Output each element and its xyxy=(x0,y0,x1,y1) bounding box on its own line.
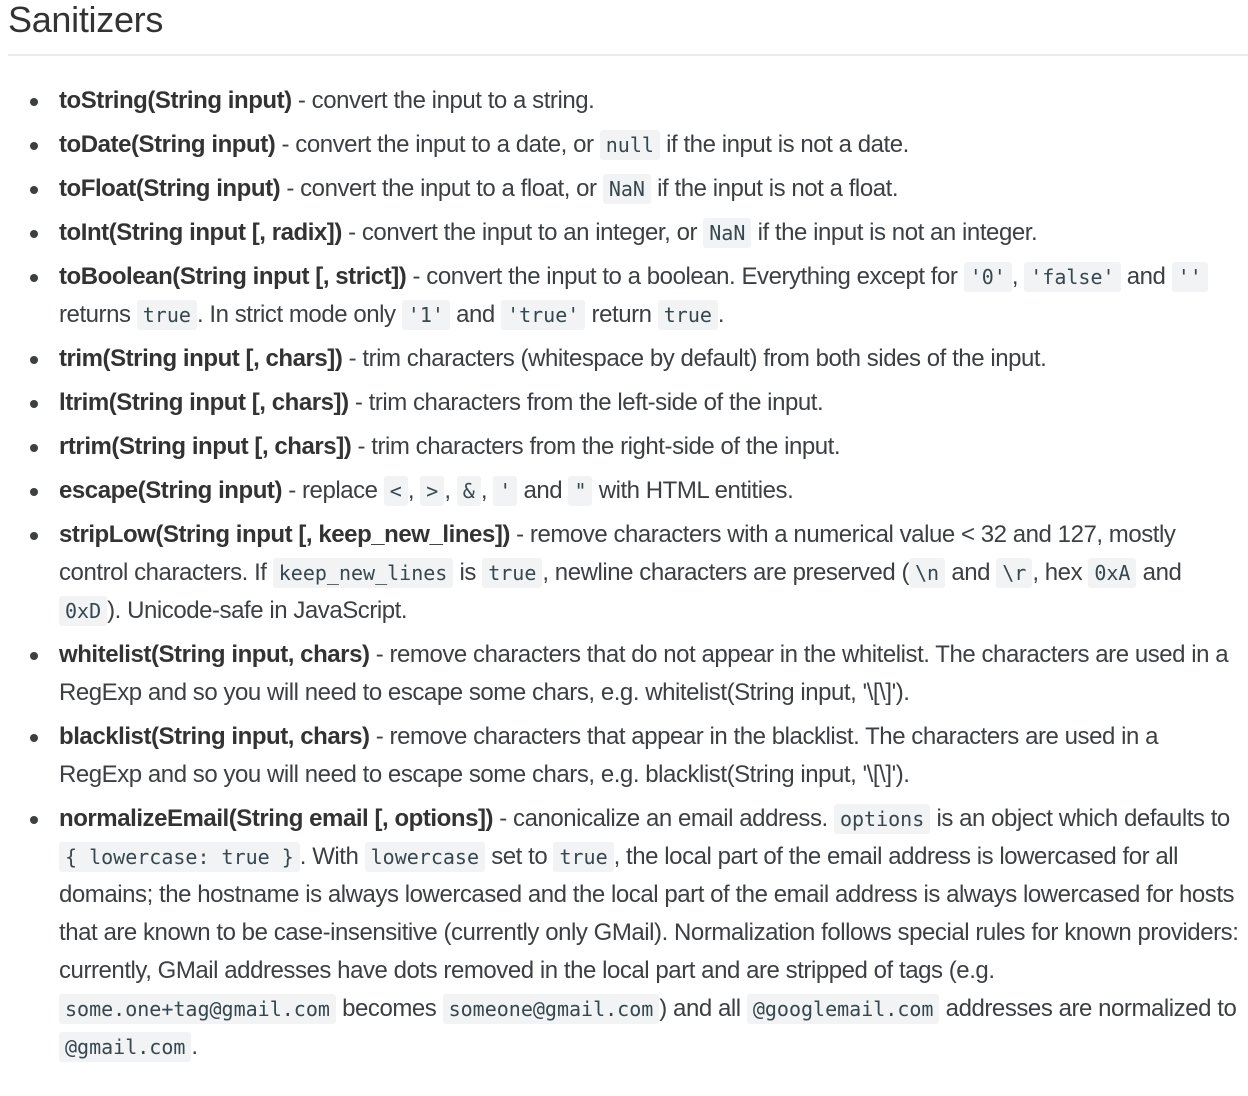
description-text: , xyxy=(407,477,421,504)
inline-code: keep_new_lines xyxy=(273,558,454,588)
description-text: return xyxy=(585,301,658,328)
description-text: - convert the input to a date, or xyxy=(275,131,600,158)
inline-code: @gmail.com xyxy=(59,1032,191,1062)
list-item xyxy=(59,214,1239,252)
inline-code: NaN xyxy=(603,174,651,204)
list-item xyxy=(59,340,1239,378)
description-text: , the local part of the email address is lowercased for all domains; the hostname is always lowercased and the local part of the email address is always lowercased for hosts that are known to be case-insensitive (currently only GMail). Normalization follows special rules for known providers: currently, GMail addresses have dots removed in the local part and are stripped of tags (e.g. xyxy=(59,843,1239,984)
inline-code: ' xyxy=(493,476,517,506)
function-signature: blacklist(String input, chars) xyxy=(59,723,370,750)
description-text: , xyxy=(480,477,494,504)
description-text: - replace xyxy=(282,477,384,504)
description-text: - trim characters (whitespace by default) from both sides of the input. xyxy=(342,345,1047,372)
description-text: - remove characters that do not appear in the whitelist. The characters are used in a RegExp and so you will need to escape some chars, e.g. whitelist(String input, '\[\]'). xyxy=(59,641,1229,706)
function-signature: ltrim(String input [, chars]) xyxy=(59,389,349,416)
description-text: returns xyxy=(59,301,137,328)
description-text: , xyxy=(444,477,457,504)
inline-code: '0' xyxy=(964,262,1012,292)
inline-code: & xyxy=(457,476,481,506)
inline-code: null xyxy=(600,130,660,160)
inline-code: 0xA xyxy=(1088,558,1136,588)
inline-code: @googlemail.com xyxy=(747,994,940,1024)
page-title: Sanitizers xyxy=(8,0,164,40)
inline-code: some.one+tag@gmail.com xyxy=(59,994,336,1024)
list-item xyxy=(59,472,1239,510)
description-text: - trim characters from the left-side of the input. xyxy=(348,389,824,416)
list-item xyxy=(59,516,1239,630)
function-signature: rtrim(String input [, chars]) xyxy=(59,433,352,460)
heading-divider xyxy=(8,54,1248,56)
description-text: . In strict mode only xyxy=(196,301,402,328)
function-signature: whitelist(String input, chars) xyxy=(59,641,370,668)
description-text: - convert the input to a float, or xyxy=(280,175,603,202)
description-text: - convert the input to a string. xyxy=(291,87,595,114)
inline-code: < xyxy=(384,476,408,506)
inline-code: true xyxy=(482,558,542,588)
description-text: and xyxy=(449,301,502,328)
description-text: and xyxy=(1136,559,1182,586)
list-item xyxy=(59,384,1239,422)
description-text: - remove characters with a numerical value < 32 and 127, mostly control characters. If xyxy=(59,521,1176,586)
description-text: and xyxy=(517,477,569,504)
inline-code: NaN xyxy=(703,218,751,248)
description-text: addresses are normalized to xyxy=(939,995,1237,1022)
description-text: - convert the input to an integer, or xyxy=(341,219,704,246)
function-signature: stripLow(String input [, keep_new_lines]) xyxy=(59,521,510,548)
list-item xyxy=(59,636,1239,712)
description-text: is an object which defaults to xyxy=(930,805,1230,832)
function-signature: trim(String input [, chars]) xyxy=(59,345,343,372)
inline-code: \n xyxy=(909,558,945,588)
description-text: , hex xyxy=(1032,559,1089,586)
inline-code: '' xyxy=(1172,262,1208,292)
inline-code: 'false' xyxy=(1024,262,1120,292)
sanitizer-list xyxy=(0,82,1239,1066)
inline-code: 0xD xyxy=(59,596,107,626)
inline-code: someone@gmail.com xyxy=(443,994,660,1024)
inline-code: 'true' xyxy=(501,300,585,330)
inline-code: '1' xyxy=(402,300,450,330)
description-text: - canonicalize an email address. xyxy=(493,805,834,832)
function-signature: toString(String input) xyxy=(59,87,292,114)
description-text: , xyxy=(1011,263,1025,290)
description-text: if the input is not an integer. xyxy=(751,219,1038,246)
description-text: , newline characters are preserved ( xyxy=(542,559,910,586)
function-signature: normalizeEmail(String email [, options]) xyxy=(59,805,494,832)
inline-code: true xyxy=(553,842,613,872)
inline-code: \r xyxy=(996,558,1032,588)
inline-code: options xyxy=(834,804,930,834)
function-signature: toInt(String input [, radix]) xyxy=(59,219,342,246)
list-item xyxy=(59,800,1239,1066)
list-item xyxy=(59,718,1239,794)
function-signature: escape(String input) xyxy=(59,477,283,504)
list-item xyxy=(59,82,1239,120)
function-signature: toBoolean(String input [, strict]) xyxy=(59,263,407,290)
description-text: ). Unicode-safe in JavaScript. xyxy=(107,597,408,624)
inline-code: " xyxy=(568,476,592,506)
description-text: if the input is not a float. xyxy=(650,175,899,202)
function-signature: toFloat(String input) xyxy=(59,175,281,202)
description-text: set to xyxy=(485,843,554,870)
list-item xyxy=(59,428,1239,466)
inline-code: { lowercase: true } xyxy=(59,842,300,872)
description-text: - trim characters from the right-side of the input. xyxy=(351,433,841,460)
description-text: . With xyxy=(299,843,365,870)
description-text: ) and all xyxy=(659,995,747,1022)
inline-code: true xyxy=(658,300,718,330)
description-text: and xyxy=(1120,263,1172,290)
list-item xyxy=(59,258,1239,334)
description-text: - convert the input to a boolean. Everything except for xyxy=(406,263,964,290)
description-text: is xyxy=(453,559,483,586)
description-text: - remove characters that appear in the blacklist. The characters are used in a RegExp and so you will need to escape some chars, e.g. blacklist(String input, '\[\]'). xyxy=(59,723,1158,788)
inline-code: true xyxy=(137,300,197,330)
description-text: becomes xyxy=(335,995,443,1022)
list-item xyxy=(59,126,1239,164)
inline-code: lowercase xyxy=(365,842,485,872)
description-text: and xyxy=(945,559,997,586)
inline-code: > xyxy=(420,476,444,506)
list-item xyxy=(59,170,1239,208)
description-text: with HTML entities. xyxy=(592,477,794,504)
description-text: . xyxy=(717,301,725,328)
function-signature: toDate(String input) xyxy=(59,131,276,158)
description-text: if the input is not a date. xyxy=(659,131,909,158)
description-text: . xyxy=(191,1033,198,1060)
